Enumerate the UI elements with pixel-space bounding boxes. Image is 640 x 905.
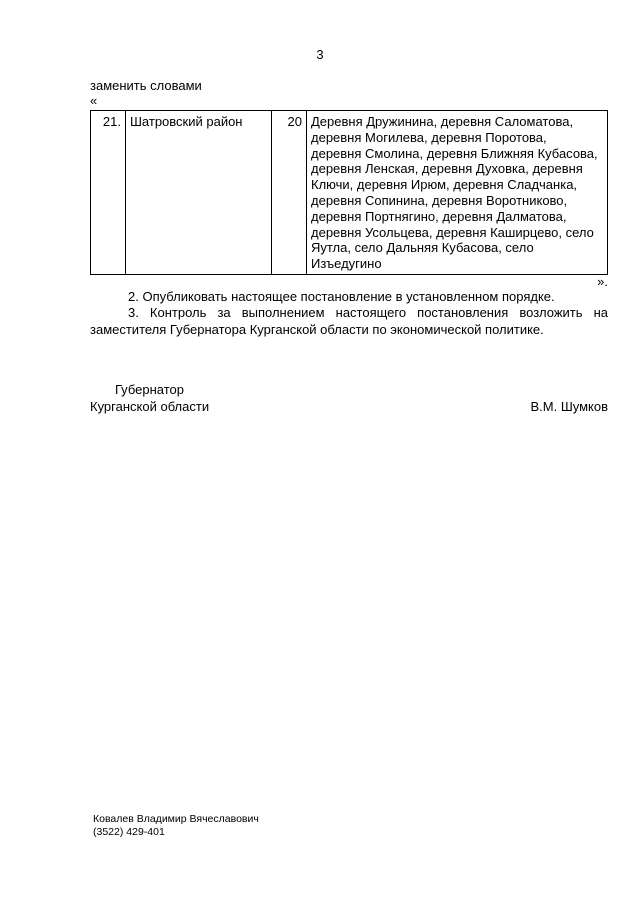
- settlements-line: Ключи, деревня Ирюм, деревня Сладчанка,: [311, 177, 578, 193]
- settlements-line: Деревня Дружинина, деревня Саломатова,: [311, 114, 574, 129]
- executor-phone: (3522) 429-401: [93, 826, 165, 838]
- executor-name: Ковалев Владимир Вячеславович: [93, 813, 259, 825]
- settlements-line: деревня Ленская, деревня Духовка, деревня: [311, 161, 583, 177]
- settlements-line: деревня Сопинина, деревня Воротниково,: [311, 192, 568, 208]
- settlements-line: деревня Усольцева, деревня Каширцево, село: [311, 224, 594, 240]
- signatory-name: В.М. Шумков: [530, 399, 608, 414]
- paragraph-publish: 2. Опубликовать настоящее постановление в установленном порядке.: [128, 289, 555, 304]
- row-number-cell: 21.: [91, 111, 126, 275]
- closing-quote: ».: [597, 274, 608, 289]
- settlements-line: деревня Портнягино, деревня Далматова,: [311, 208, 567, 224]
- signatory-title: Губернатор: [115, 382, 184, 397]
- opening-quote: «: [90, 93, 98, 108]
- settlements-list-cell: [307, 111, 608, 275]
- signatory-region: Курганской области: [90, 399, 210, 414]
- settlements-line: деревня Могилева, деревня Поротова,: [311, 129, 547, 145]
- page-number: 3: [316, 47, 324, 62]
- paragraph-control: 3. Контроль за выполнением настоящего постановления возложить на заместителя Губернатора Курганской области по экономической политике.: [90, 305, 608, 337]
- table-row: [91, 111, 608, 275]
- settlements-line: деревня Смолина, деревня Ближняя Кубасова,: [311, 145, 598, 161]
- settlement-count-cell: 20: [272, 111, 307, 275]
- settlements-line: Изъедугино: [311, 256, 382, 272]
- replace-with-words-text: заменить словами: [90, 78, 202, 93]
- settlements-table: [90, 110, 608, 275]
- district-cell: Шатровский район: [126, 111, 272, 275]
- settlements-line: Яутла, село Дальняя Кубасова, село: [311, 240, 534, 256]
